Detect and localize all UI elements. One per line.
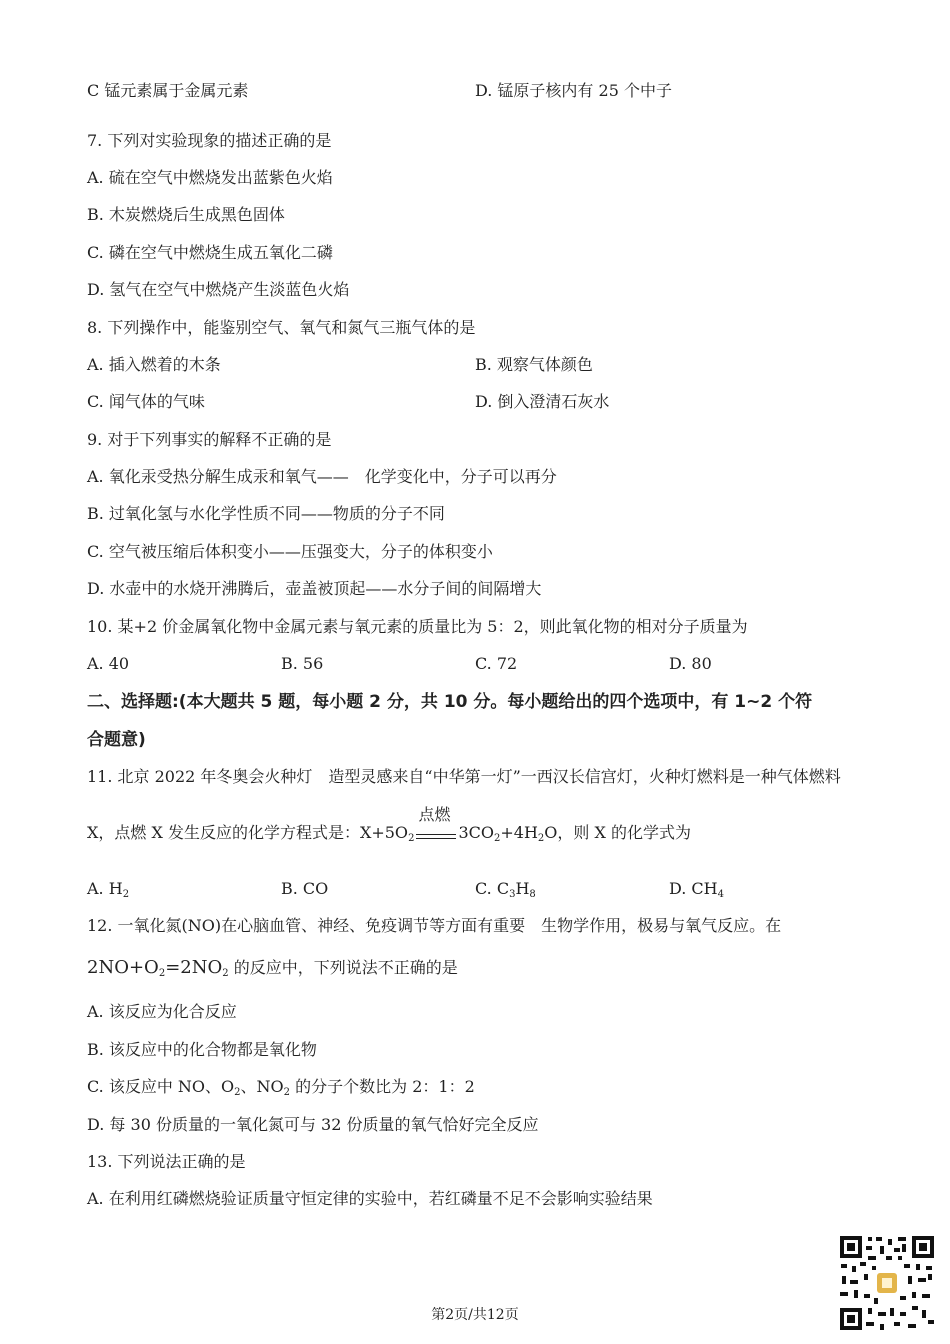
q12-option-c-sub2: 2 — [283, 1087, 291, 1098]
q12-stem-line1: 12. 一氧化氮(NO)在心脑血管、神经、免疫调节等方面有重要 生物学作用，极易与氧气反应。在 — [87, 916, 782, 935]
q12-option-d: D. 每 30 份质量的一氧化氮可与 32 份质量的氧气恰好完全反应 — [87, 1115, 539, 1134]
double-line-symbol — [416, 834, 456, 839]
q6-option-c: C 锰元素属于金属元素 — [87, 81, 249, 100]
q12-option-c-mid: 、NO — [240, 1077, 284, 1096]
q9-option-a: A. 氧化汞受热分解生成汞和氧气—— 化学变化中，分子可以再分 — [87, 467, 557, 486]
q11-option-c-mid: H — [515, 879, 530, 898]
q12-option-c-pre: C. 该反应中 NO、O — [87, 1077, 235, 1096]
page-number: 第2页/共12页 — [431, 1307, 519, 1323]
q11-option-a-sub: 2 — [122, 889, 130, 900]
q13-option-a: A. 在利用红磷燃烧验证质量守恒定律的实验中，若红磷量不足不会影响实验结果 — [87, 1189, 653, 1208]
q12-eq-a: 2NO+O — [87, 957, 159, 978]
q7-option-b: B. 木炭燃烧后生成黑色固体 — [87, 205, 285, 224]
reaction-condition-equals — [416, 805, 456, 839]
q9-option-b: B. 过氧化氢与水化学性质不同——物质的分子不同 — [87, 504, 445, 523]
q7-option-c: C. 磷在空气中燃烧生成五氧化二磷 — [87, 243, 333, 262]
q11-option-c-sub1: 3 — [509, 889, 516, 900]
q10-option-c: C. 72 — [475, 654, 518, 673]
q11-option-c-sub2: 8 — [529, 889, 536, 900]
q11-option-c-text: C. C — [475, 879, 510, 898]
q12-eq-b: =2NO — [165, 957, 223, 978]
q12-option-c — [87, 1076, 475, 1098]
q9-option-d: D. 水壶中的水烧开沸腾后，壶盖被顶起——水分子间的间隔增大 — [87, 579, 542, 598]
q12-option-c-post: 的分子个数比为 2：1：2 — [290, 1077, 475, 1096]
q7-option-d: D. 氢气在空气中燃烧产生淡蓝色火焰 — [87, 280, 350, 299]
q11-equation-line — [87, 805, 691, 844]
section-heading-line2: 合题意) — [87, 730, 146, 750]
q12-option-b: B. 该反应中的化合物都是氧化物 — [87, 1040, 317, 1059]
q8-option-a: A. 插入燃着的木条 — [87, 355, 221, 374]
q11-rhs-b: +4H — [500, 823, 538, 842]
q12-stem-post: 的反应中，下列说法不正确的是 — [228, 958, 458, 977]
q11-rhs-a: 3CO — [458, 823, 494, 842]
q12-equation-line — [87, 957, 458, 979]
q11-option-a — [87, 878, 129, 900]
q12-option-c-sub1: 2 — [234, 1087, 241, 1098]
q12-eq-sub2: 2 — [222, 968, 229, 979]
q10-option-b: B. 56 — [281, 654, 324, 673]
q11-option-b: B. CO — [281, 879, 329, 898]
q11-option-d-sub: 4 — [717, 889, 724, 900]
q11-option-d-text: D. CH — [669, 879, 718, 898]
reaction-condition: 点燃 — [418, 805, 451, 824]
q11-sub-o2: 2 — [408, 833, 415, 844]
q11-stem-pre: X，点燃 X 发生反应的化学方程式是：X+5O — [87, 823, 409, 842]
q9-option-c: C. 空气被压缩后体积变小——压强变大，分子的体积变小 — [87, 542, 493, 561]
q12-eq-sub1: 2 — [158, 968, 166, 979]
q8-option-d: D. 倒入澄清石灰水 — [475, 392, 610, 411]
q11-option-c — [475, 878, 536, 900]
q11-stem-line1: 11. 北京 2022 年冬奥会火种灯 造型灵感来自“中华第一灯”一西汉长信宫灯，火种灯燃料是一种气体燃料 — [87, 767, 841, 786]
q6-option-d: D. 锰原子核内有 25 个中子 — [475, 81, 672, 100]
q13-stem: 13. 下列说法正确的是 — [87, 1152, 246, 1171]
q8-option-c: C. 闻气体的气味 — [87, 392, 205, 411]
q11-option-a-text: A. H — [87, 879, 123, 898]
q8-stem: 8. 下列操作中，能鉴别空气、氧气和氮气三瓶气体的是 — [87, 318, 476, 337]
section-heading-line1: 二、选择题:(本大题共 5 题，每小题 2 分，共 10 分。每小题给出的四个选项中，有 1~2 个符 — [87, 692, 813, 712]
q10-stem: 10. 某+2 价金属氧化物中金属元素与氧元素的质量比为 5：2，则此氧化物的相对分子质量为 — [87, 617, 748, 636]
q10-option-d: D. 80 — [669, 654, 712, 673]
q11-option-d — [669, 878, 724, 900]
q7-option-a: A. 硫在空气中燃烧发出蓝紫色火焰 — [87, 168, 333, 187]
q12-option-a: A. 该反应为化合反应 — [87, 1002, 237, 1021]
q11-sub-h2o: 2 — [537, 833, 545, 844]
q10-option-a: A. 40 — [87, 654, 130, 673]
q9-stem: 9. 对于下列事实的解释不正确的是 — [87, 430, 332, 449]
q11-sub-co2: 2 — [493, 833, 501, 844]
q7-stem: 7. 下列对实验现象的描述正确的是 — [87, 131, 332, 150]
q8-option-b: B. 观察气体颜色 — [475, 355, 593, 374]
q11-rhs-c: O，则 X 的化学式为 — [544, 823, 691, 842]
